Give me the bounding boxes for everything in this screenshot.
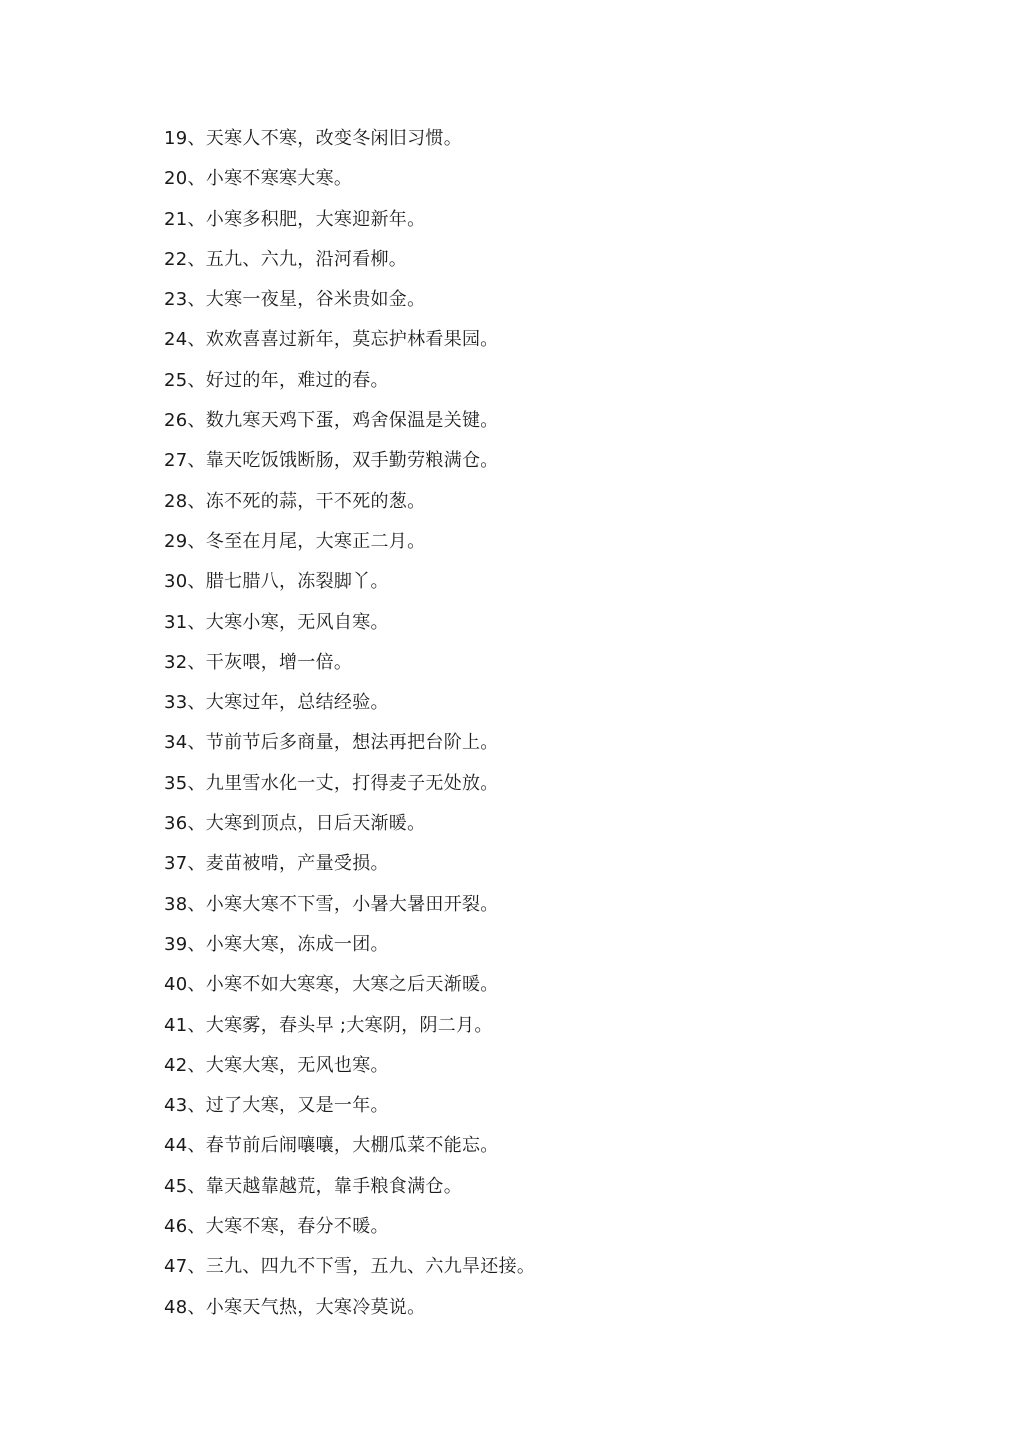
list-item: 19、天寒人不寒，改变冬闲旧习惯。 [164, 128, 463, 149]
list-item: 21、小寒多积肥，大寒迎新年。 [164, 208, 426, 230]
list-item: 20、小寒不寒寒大寒。 [164, 168, 353, 190]
list-item: 35、九里雪水化一丈，打得麦子无处放。 [164, 772, 499, 794]
list-item: 29、冬至在月尾，大寒正二月。 [164, 530, 426, 552]
list-item: 30、腊七腊八，冻裂脚丫。 [164, 571, 389, 593]
list-item: 36、大寒到顶点，日后天渐暖。 [164, 813, 426, 835]
list-item: 40、小寒不如大寒寒，大寒之后天渐暖。 [164, 974, 499, 996]
list-item: 25、好过的年，难过的春。 [164, 369, 389, 391]
list-item: 37、麦苗被啃，产量受损。 [164, 853, 389, 875]
list-item: 28、冻不死的蒜，干不死的葱。 [164, 490, 426, 512]
list-item: 24、欢欢喜喜过新年，莫忘护林看果园。 [164, 329, 499, 351]
proverb-list [164, 124, 535, 1333]
list-item: 32、干灰喂，增一倍。 [164, 651, 353, 673]
list-item: 45、靠天越靠越荒，靠手粮食满仓。 [164, 1175, 463, 1197]
list-item: 43、过了大寒，又是一年。 [164, 1095, 389, 1117]
list-item: 27、靠天吃饭饿断肠，双手勤劳粮满仓。 [164, 450, 499, 472]
list-item: 42、大寒大寒，无风也寒。 [164, 1054, 389, 1076]
list-item: 34、节前节后多商量，想法再把台阶上。 [164, 732, 499, 754]
list-item: 26、数九寒天鸡下蛋，鸡舍保温是关键。 [164, 410, 499, 432]
list-item: 46、大寒不寒，春分不暖。 [164, 1216, 389, 1238]
list-item: 22、五九、六九，沿河看柳。 [164, 248, 408, 270]
list-item: 38、小寒大寒不下雪，小暑大暑田开裂。 [164, 893, 499, 915]
list-item: 31、大寒小寒，无风自寒。 [164, 611, 389, 633]
list-item: 39、小寒大寒，冻成一团。 [164, 933, 389, 955]
list-item: 47、三九、四九不下雪，五九、六九旱还接。 [164, 1256, 536, 1278]
list-item: 23、大寒一夜星，谷米贵如金。 [164, 289, 426, 311]
list-item: 48、小寒天气热，大寒冷莫说。 [164, 1296, 426, 1318]
list-item: 41、大寒雾，春头早 ;大寒阴，阴二月。 [164, 1014, 493, 1036]
list-item: 33、大寒过年，总结经验。 [164, 692, 389, 714]
list-item: 44、春节前后闹嚷嚷，大棚瓜菜不能忘。 [164, 1135, 499, 1157]
